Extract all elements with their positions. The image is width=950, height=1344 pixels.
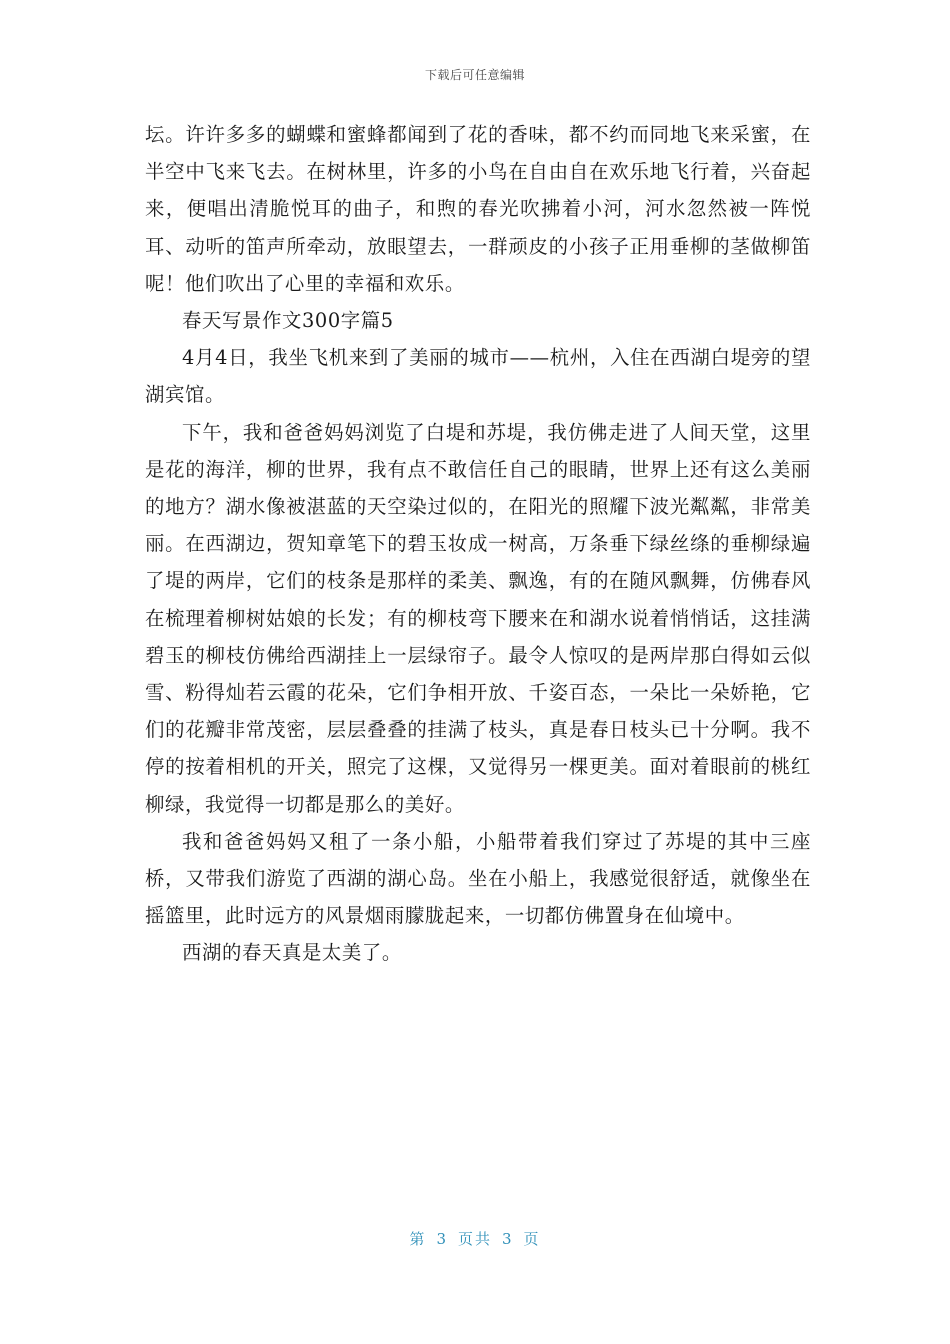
paragraph: 我和爸爸妈妈又租了一条小船，小船带着我们穿过了苏堤的其中三座桥，又带我们游览了西湖的湖心岛。坐在小船上，我感觉很舒适，就像坐在摇篮里，此时远方的风景烟雨朦胧起来，一切都仿佛置身在仙境中。 xyxy=(145,829,811,928)
page-footer xyxy=(0,1228,950,1249)
paragraph: 4月4日，我坐飞机来到了美丽的城市——杭州，入住在西湖白堤旁的望湖宾馆。 xyxy=(145,346,811,407)
footer-prefix: 第 xyxy=(409,1230,427,1248)
page-header: 下载后可任意编辑 xyxy=(424,68,525,82)
paragraph: 下午，我和爸爸妈妈浏览了白堤和苏堤，我仿佛走进了人间天堂，这里是花的海洋，柳的世界，我有点不敢信任自己的眼睛，世界上还有这么美丽的地方？湖水像被湛蓝的天空染过似的，在阳光的照耀下波光粼粼，非常美丽。在西湖边，贺知章笔下的碧玉妆成一树高，万条垂下绿丝绦的垂柳绿遍了堤的两岸，它们的枝条是那样的柔美、飘逸，有的在随风飘舞，仿佛春风在梳理着柳树姑娘的长发；有的柳枝弯下腰来在和湖水说着悄悄话，这挂满碧玉的柳枝仿佛给西湖挂上一层绿帘子。最令人惊叹的是两岸那白得如云似雪、粉得灿若云霞的花朵，它们争相开放、千姿百态，一朵比一朵娇艳，它们的花瓣非常茂密，层层叠叠的挂满了枝头，真是春日枝头已十分啊。我不停的按着相机的开关，照完了这棵，又觉得另一棵更美。面对着眼前的桃红柳绿，我觉得一切都是那么的美好。 xyxy=(145,420,811,816)
paragraph: 西湖的春天真是太美了。 xyxy=(182,941,402,965)
paragraph-continuation: 坛。许许多多的蝴蝶和蜜蜂都闻到了花的香味，都不约而同地飞来采蜜，在半空中飞来飞去。在树林里，许多的小鸟在自由自在欢乐地飞行着，兴奋起来，便唱出清脆悦耳的曲子，和煦的春光吹拂着小河，河水忽然被一阵悦耳、动听的笛声所牵动，放眼望去，一群顽皮的小孩子正用垂柳的茎做柳笛呢！他们吹出了心里的幸福和欢乐。 xyxy=(145,123,811,295)
footer-suffix: 页 xyxy=(523,1230,541,1248)
section-heading: 春天写景作文300字篇5 xyxy=(182,309,394,333)
footer-total-pages: 3 xyxy=(502,1230,514,1248)
footer-page-number: 3 xyxy=(436,1230,448,1248)
document-body xyxy=(145,116,811,972)
footer-middle: 页共 xyxy=(457,1230,492,1248)
